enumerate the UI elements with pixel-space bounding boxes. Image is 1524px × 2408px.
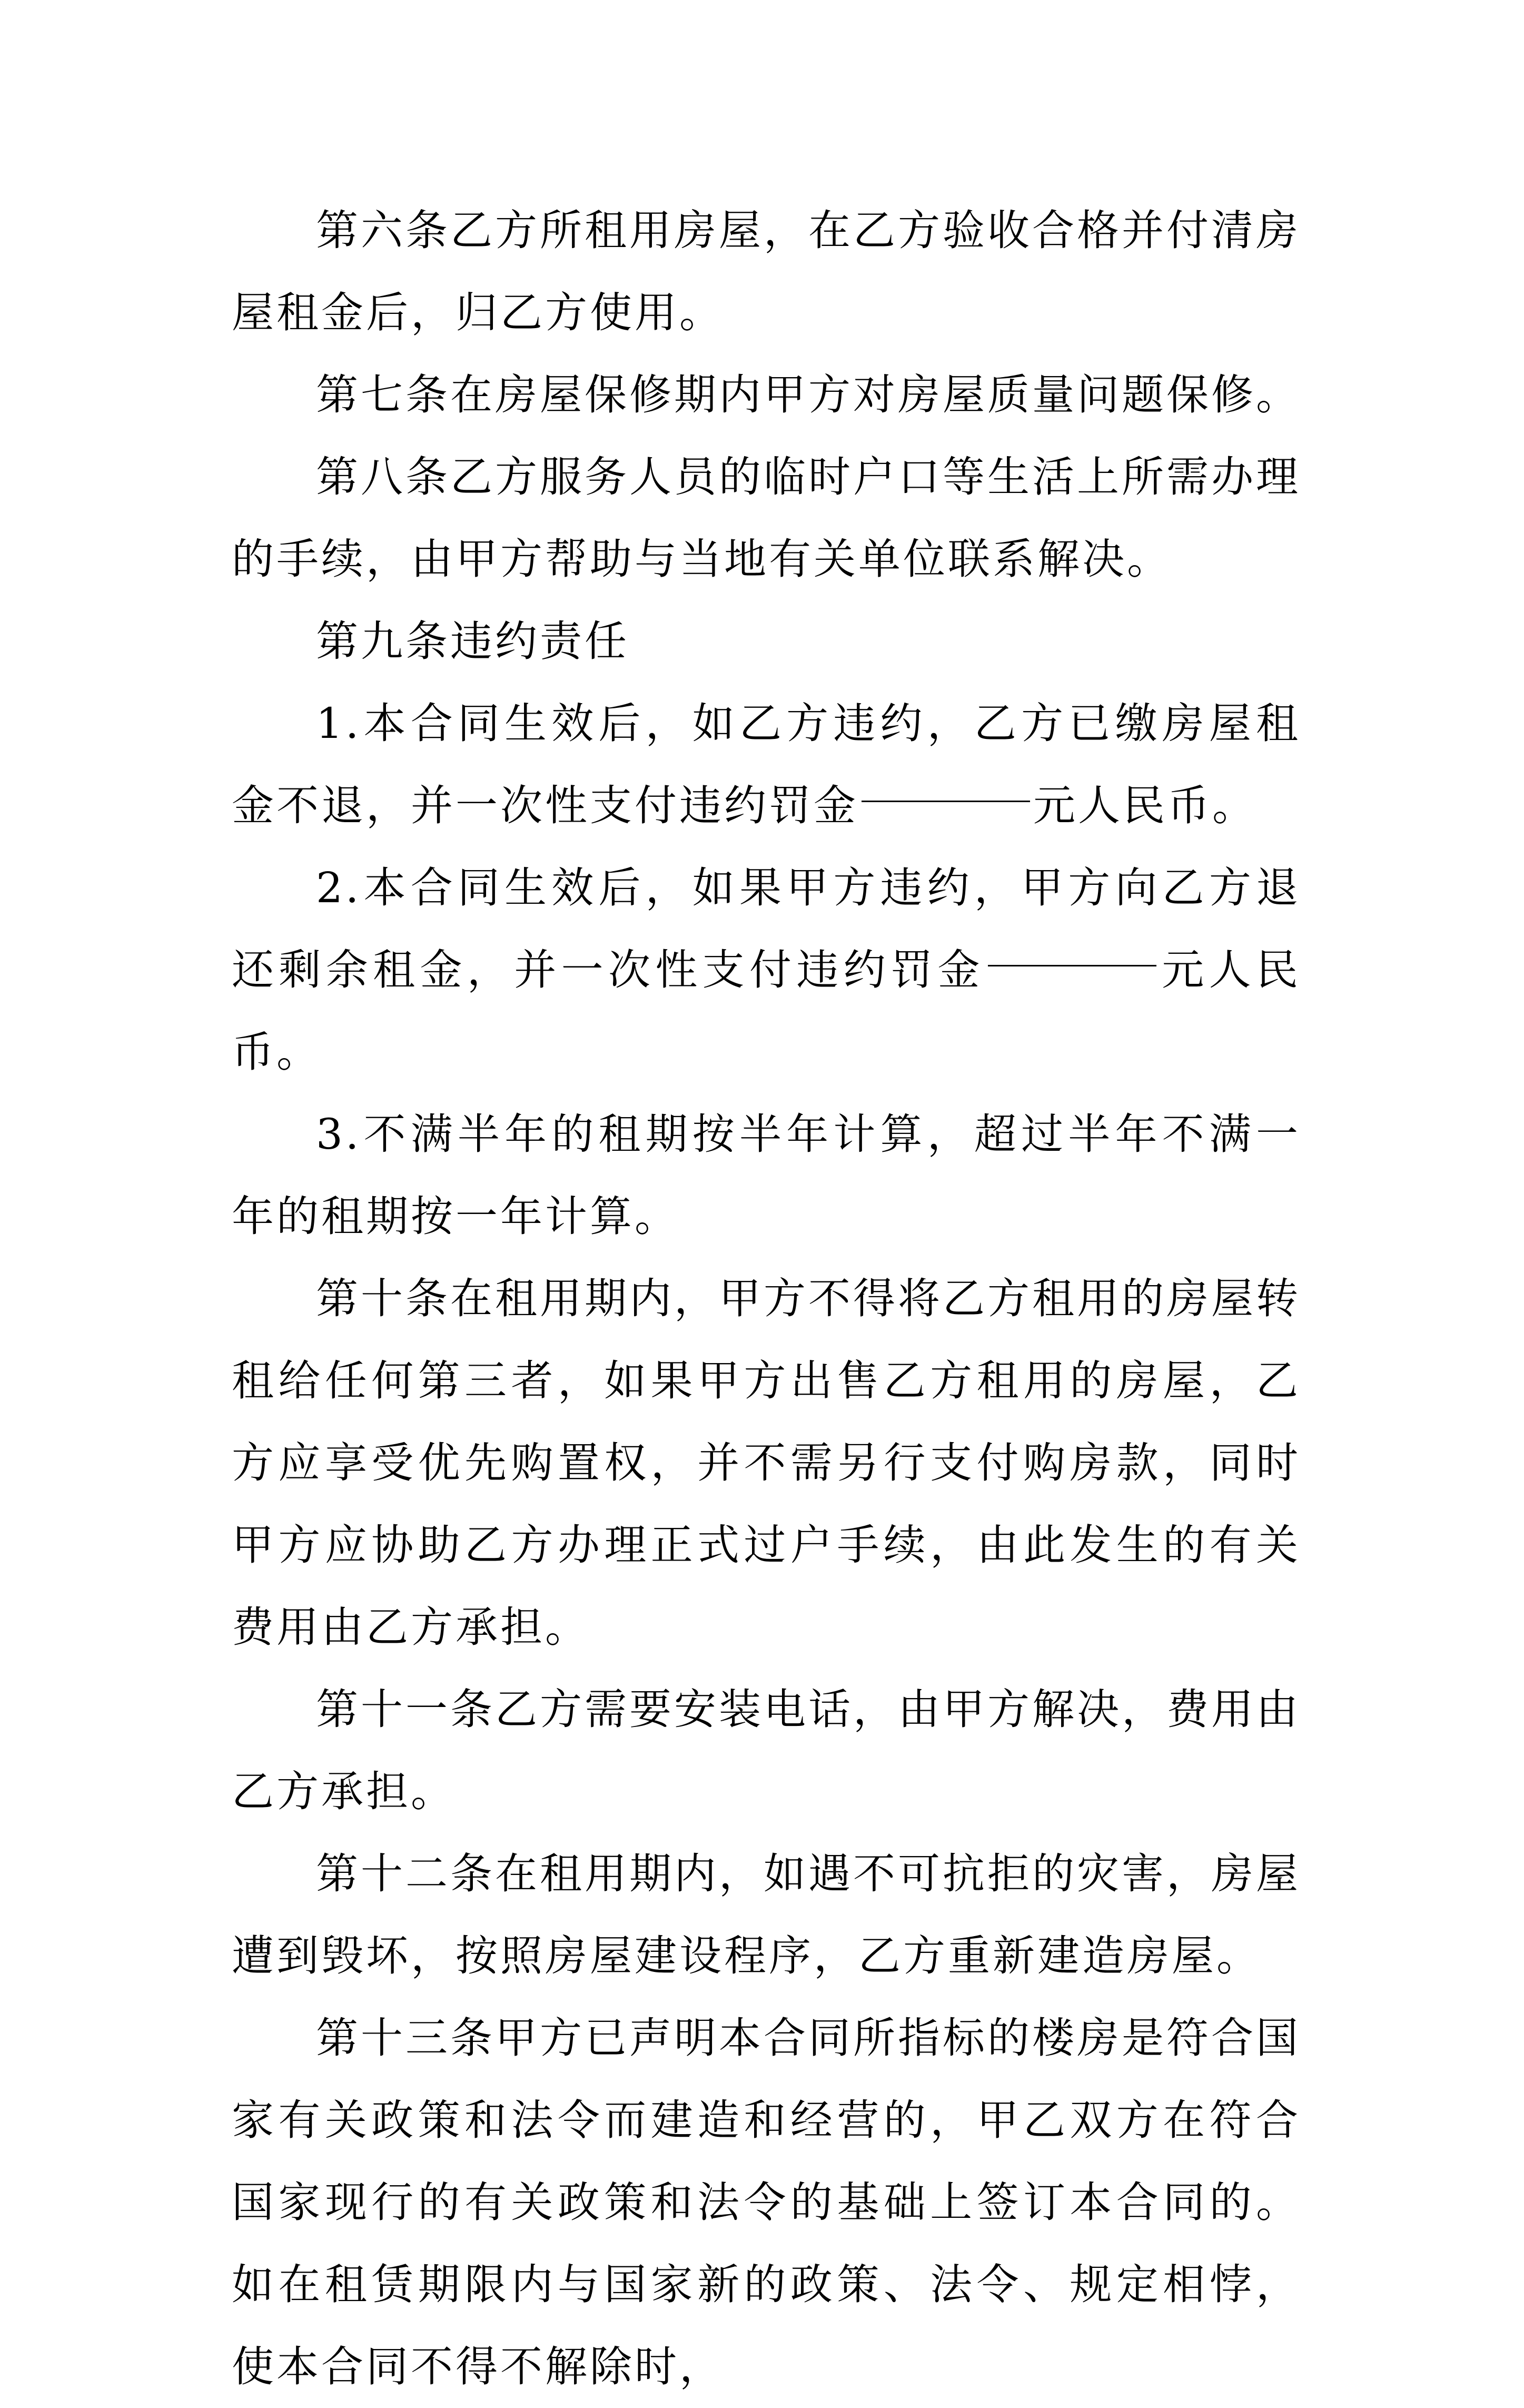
item-2-text-before: 2.本合同生效后，如果甲方违约，甲方向乙方退还剩余租金，并一次性支付违约罚金 (232, 863, 1301, 994)
paragraph-article-10: 第十条在租用期内，甲方不得将乙方租用的房屋转租给任何第三者，如果甲方出售乙方租用的房屋，乙方应享受优先购置权，并不需另行支付购房款，同时甲方应协助乙方办理正式过户手续，由此发生的有关费用由乙方承担。 (232, 1274, 1301, 1652)
paragraph-article-6: 第六条乙方所租用房屋，在乙方验收合格并付清房屋租金后，归乙方使用。 (232, 206, 1301, 337)
document-body (232, 190, 1301, 2408)
item-1-blank (862, 765, 1030, 802)
paragraph-article-13: 第十三条甲方已声明本合同所指标的楼房是符合国家有关政策和法令而建造和经营的，甲乙双方在符合国家现行的有关政策和法令的基础上签订本合同的。如在租赁期限内与国家新的政策、法令、规定相悖，使本合同不得不解除时， (232, 2014, 1301, 2391)
paragraph-article-9-item-3: 3.不满半年的租期按半年计算，超过半年不满一年的租期按一年计算。 (232, 1110, 1301, 1241)
paragraph-article-9-item-2 (232, 847, 1301, 1093)
item-1-text-after: 元人民币。 (1033, 781, 1257, 830)
item-1-text-before: 1.本合同生效后，如乙方违约，乙方已缴房屋租金不退，并一次性支付违约罚金 (232, 699, 1301, 830)
paragraph-article-11: 第十一条乙方需要安装电话，由甲方解决，费用由乙方承担。 (232, 1685, 1301, 1816)
item-2-text-after: 元人民币。 (232, 945, 1301, 1077)
item-2-blank (988, 929, 1156, 966)
paragraph-article-12: 第十二条在租用期内，如遇不可抗拒的灾害，房屋遭到毁坏，按照房屋建设程序，乙方重新建造房屋。 (232, 1849, 1301, 1980)
paragraph-article-7: 第七条在房屋保修期内甲方对房屋质量问题保修。 (316, 370, 1301, 419)
paragraph-article-8: 第八条乙方服务人员的临时户口等生活上所需办理的手续，由甲方帮助与当地有关单位联系解决。 (232, 452, 1301, 584)
paragraph-article-9-heading: 第九条违约责任 (316, 617, 629, 666)
paragraph-article-9-item-1 (232, 683, 1301, 847)
